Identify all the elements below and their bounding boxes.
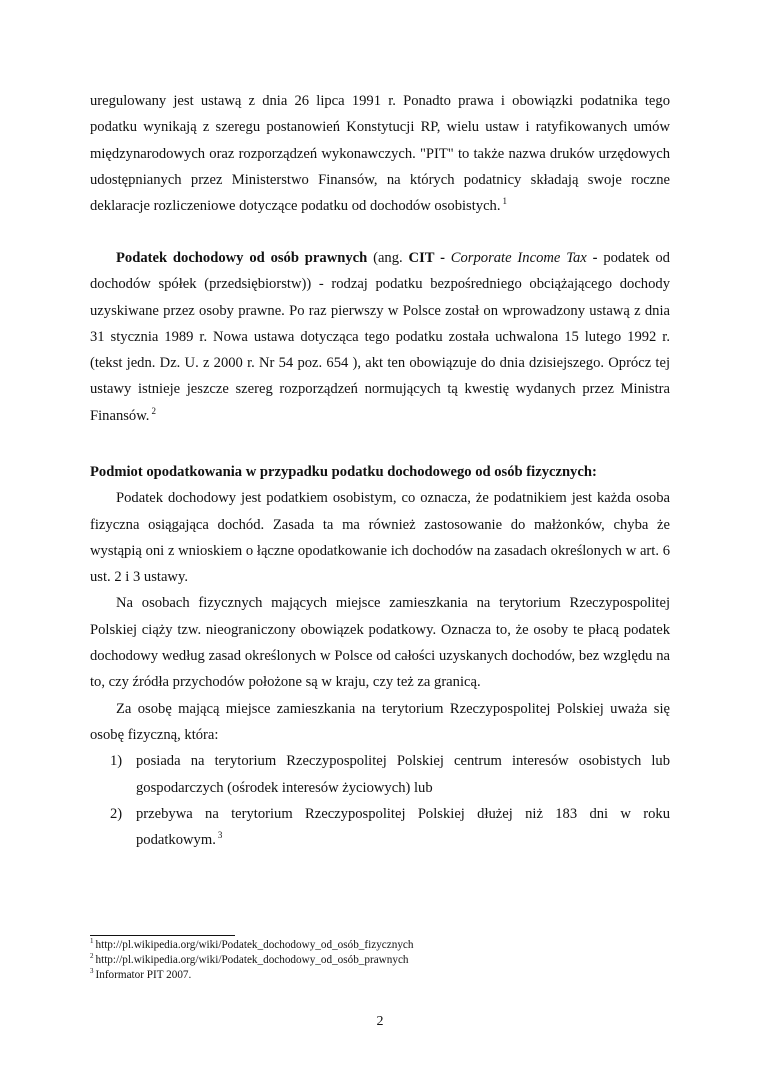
cit-dash-2: - xyxy=(586,250,604,266)
footnote xyxy=(90,968,670,983)
list-item-text: posiada na terytorium Rzeczypospolitej Polskiej centrum interesów osobistych lub gospodarczych (ośrodek interesów życiowych) lub xyxy=(136,753,670,796)
footnote-link[interactable]: http://pl.wikipedia.org/wiki/Podatek_dochodowy_od_osób_prawnych xyxy=(95,954,409,966)
footnote-ref-1[interactable]: 1 xyxy=(502,196,507,207)
section-natural-persons xyxy=(90,459,670,853)
paragraph-pit-text: uregulowany jest ustawą z dnia 26 lipca 1991 r. Ponadto prawa i obowiązki podatnika tego podatku wynikają z szeregu postanowień Konstytucji RP, wielu ustaw i ratyfikowanych umów międzynarodowych oraz rozporządzeń wykonawczych. "PIT" to także nazwa druków urzędowych udostępnianych przez Ministerstwo Finansów, na których podatnicy składają swoje roczne deklaracje rozliczeniowe dotyczące podatku od dochodów osobistych. xyxy=(90,93,670,215)
footnote-number: 2 xyxy=(90,952,94,961)
list-item-text: przebywa na terytorium Rzeczypospolitej Polskiej dłużej niż 183 dni w roku podatkowym. xyxy=(136,805,670,849)
cit-paren-open: (ang. xyxy=(367,250,409,266)
footnote-number: 3 xyxy=(90,967,94,976)
criteria-list xyxy=(90,748,670,853)
footnote-ref-3[interactable]: 3 xyxy=(217,830,223,841)
footnote-ref-2[interactable]: 2 xyxy=(151,405,156,416)
paragraph-cit xyxy=(90,245,670,429)
cit-text: podatek od dochodów spółek (przedsiębiorstw)) - rodzaj podatku bezpośredniego obciążającego dochody uzyskiwane przez osoby prawne. Po raz pierwszy w Polsce został on wprowadzony ustawą z dnia 31 stycznia 1989 r. Nowa ustawa dotycząca tego podatku została uchwalona 15 lutego 1992 r. (tekst jedn. Dz. U. z 2000 r. Nr 54 poz. 654 ), akt ten obowiązuje do dnia dzisiejszego. Oprócz tej ustawy istnieje jeszcze szereg rozporządzeń normujących tą kwestię wydanych przez Ministra Finansów. xyxy=(90,250,670,424)
page-number: 2 xyxy=(376,1014,384,1029)
list-item xyxy=(90,748,670,801)
paragraph-2: Na osobach fizycznych mających miejsce zamieszkania na terytorium Rzeczypospolitej Polskiej ciąży tzw. nieograniczony obowiązek podatkowy. Oznacza to, że osoby te płacą podatek dochodowy według zasad określonych w Polsce od całości uzyskanych dochodów, bez względu na to, czy źródła przychodów położone są w kraju, czy też za granicą. xyxy=(90,595,670,691)
paragraph-3: Za osobę mającą miejsce zamieszkania na terytorium Rzeczypospolitej Polskiej uważa się osobę fizyczną, która: xyxy=(90,700,670,743)
list-item xyxy=(90,801,670,854)
paragraph-pit xyxy=(90,88,670,219)
list-item-number: 1) xyxy=(110,753,123,770)
paragraph-1: Podatek dochodowy jest podatkiem osobistym, co oznacza, że podatnikiem jest każda osoba fizyczna osiągająca dochód. Zasada ta ma również zastosowanie do małżonków, chyba że wystąpią oni z wnioskiem o łączne opodatkowanie ich dochodów na zasadach określonych w art. 6 ust. 2 i 3 ustawy. xyxy=(90,490,670,586)
footnotes xyxy=(90,938,670,983)
cit-abbr: CIT xyxy=(408,250,435,266)
footnote-link[interactable]: http://pl.wikipedia.org/wiki/Podatek_dochodowy_od_osób_fizycznych xyxy=(95,939,414,951)
cit-bold-term: Podatek dochodowy od osób prawnych xyxy=(116,250,368,266)
section-heading: Podmiot opodatkowania w przypadku podatku dochodowego od osób fizycznych: xyxy=(90,464,597,480)
cit-english-name: Corporate Income Tax xyxy=(450,250,587,266)
list-item-number: 2) xyxy=(110,805,123,822)
footnote xyxy=(90,953,670,968)
footnote xyxy=(90,938,670,953)
footnote-text: Informator PIT 2007. xyxy=(95,969,192,981)
cit-dash-1: - xyxy=(434,250,451,266)
footnote-separator xyxy=(90,935,235,936)
footnote-number: 1 xyxy=(90,937,94,946)
